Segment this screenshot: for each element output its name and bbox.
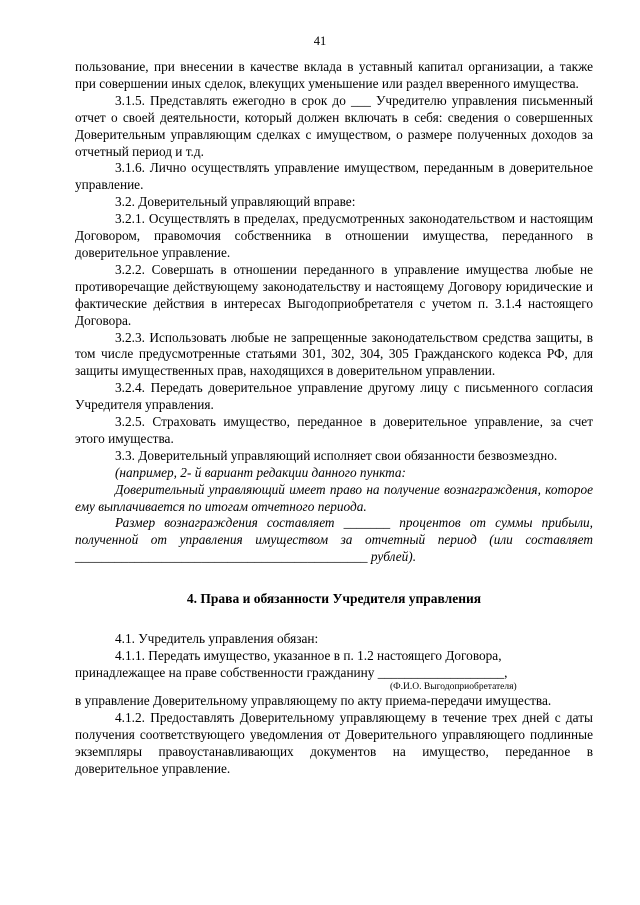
paragraph-p316: 3.1.6. Лично осуществлять управление имуществом, переданным в доверительное управление.	[75, 160, 593, 193]
section-3-paragraphs	[75, 59, 593, 566]
paragraph-p325: 3.2.5. Страховать имущество, переданное в доверительное управление, за счет этого имущества.	[75, 414, 593, 446]
document-body	[75, 59, 593, 777]
paragraph-4-1-1-line1: 4.1.1. Передать имущество, указанное в п. 1.2 настоящего Договора,	[115, 648, 502, 664]
paragraph-p315: 3.1.5. Представлять ежегодно в срок до ___ Учредителю управления письменный отчет о своей деятельности, который должен включать в себя: сведения о совершенных Доверительным управляющим сделках с имуществом, о размере полученных доходов за отчетный период и т.д.	[75, 92, 593, 159]
paragraph-p323: 3.2.3. Использовать любые не запрещенные законодательством средства защиты, в том числе предусмотренные статьями 301, 302, 304, 305 Гражданского кодекса РФ, для защиты имущественных прав, находящихся в доверительном управлении.	[75, 329, 593, 379]
paragraph-p321: 3.2.1. Осуществлять в пределах, предусмотренных законодательством и настоящим Договором, правомочия собственника в отношении имущества, переданного в доверительное управление.	[75, 211, 593, 260]
paragraph-p33: 3.3. Доверительный управляющий исполняет свои обязанности безвозмездно.	[115, 447, 558, 463]
paragraph-4-1-1-rest: в управление Доверительному управляющему по акту приема-передачи имущества.	[75, 692, 552, 708]
paragraph-4-1-2: 4.1.2. Предоставлять Доверительному управляющему в течение трех дней с даты получения соответствующего уведомления от Доверительного управляющего подлинные экземпляры правоустанавливающих документов на имущество, переданное в доверительное управление.	[75, 709, 593, 776]
section-4-heading: 4. Права и обязанности Учредителя управления	[186, 591, 482, 607]
paragraph-p0: пользование, при внесении в качестве вклада в уставный капитал организации, а также при совершении иных сделок, влекущих уменьшение или раздел вверенного имущества.	[75, 59, 593, 91]
beneficiary-name-caption: (Ф.И.О. Выгодоприобретателя)	[390, 681, 517, 692]
page-number: 41	[313, 34, 327, 48]
paragraph-p324: 3.2.4. Передать доверительное управление другому лицу с письменного согласия Учредителя управления.	[75, 380, 593, 413]
paragraph-pv1: Доверительный управляющий имеет право на получение вознаграждения, которое ему выплачивается по итогам отчетного периода.	[75, 481, 593, 514]
paragraph-p32: 3.2. Доверительный управляющий вправе:	[115, 194, 356, 210]
paragraph-p322: 3.2.2. Совершать в отношении переданного в управление имущества любые не противоречащие действующему законодательству и настоящему Договору юридические и фактические действия в интересах Выгодоприобретателя с учетом п. 3.1.4 настоящего Договора.	[75, 261, 593, 328]
paragraph-pv2: Размер вознаграждения составляет _______ процентов от суммы прибыли, полученной от управления имуществом за отчетный период (или составляет ____________________________________________ рублей).	[75, 515, 593, 565]
paragraph-4-1: 4.1. Учредитель управления обязан:	[115, 631, 319, 647]
paragraph-4-1-1-line2: принадлежащее на праве собственности гражданину ___________________,	[75, 665, 508, 680]
paragraph-pvar: (например, 2- й вариант редакции данного пункта:	[115, 464, 406, 480]
